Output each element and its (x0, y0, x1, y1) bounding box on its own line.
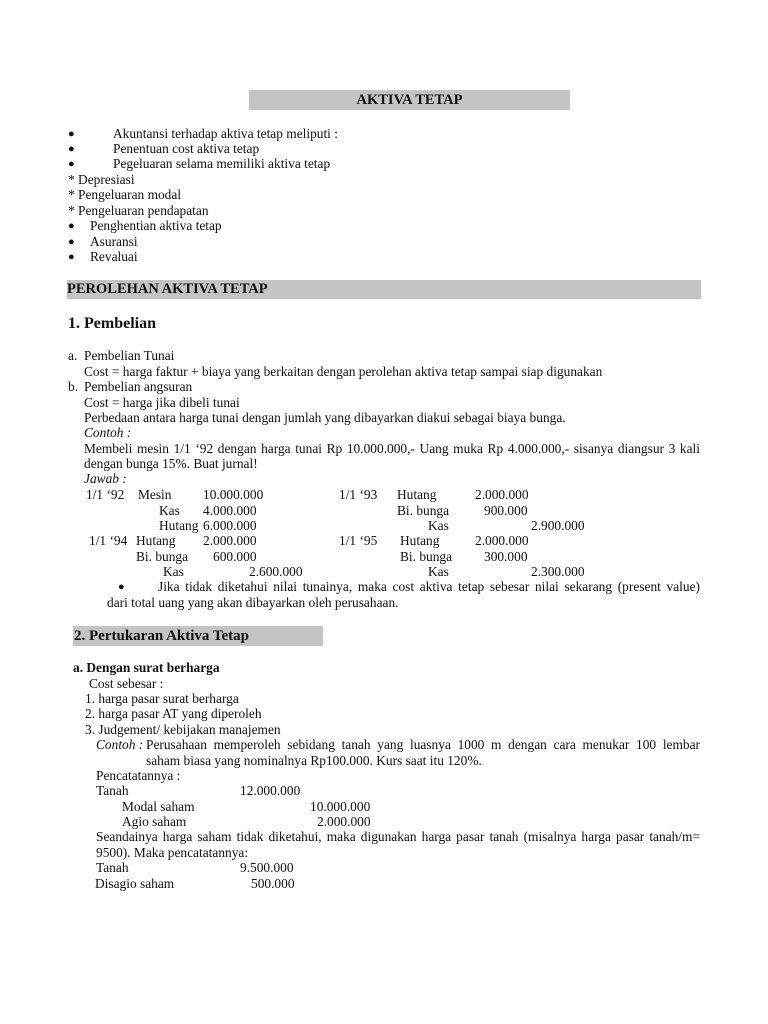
journal-amount: 2.300.000 (531, 564, 585, 579)
journal-amount: 2.000.000 (317, 814, 371, 829)
journal-date: 1/1 ‘93 (339, 487, 378, 502)
paragraph: Cost = harga jika dibeli tunai (84, 395, 240, 410)
list-item: * Pengeluaran modal (68, 187, 182, 202)
journal-account: Hutang (159, 518, 199, 533)
bullet-icon: ● (68, 251, 75, 263)
journal-account: Modal saham (122, 799, 195, 814)
journal-amount: 600.000 (213, 549, 257, 564)
list-marker: a. (68, 348, 78, 363)
journal-amount: 2.000.000 (203, 533, 257, 548)
answer-label: Jawab : (84, 471, 127, 486)
list-marker: b. (68, 379, 79, 394)
journal-account: Bi. bunga (136, 549, 189, 564)
bullet-icon: ● (68, 128, 75, 140)
example-label: Contoh : (96, 737, 144, 752)
journal-account: Mesin (138, 487, 172, 502)
list-item: 3. Judgement/ kebijakan manajemen (85, 722, 281, 737)
document-title: AKTIVA TETAP (249, 90, 570, 110)
list-item: Pembelian Tunai (84, 348, 175, 363)
list-item: Pembelian angsuran (84, 379, 193, 394)
paragraph: Perbedaan antara harga tunai dengan jumlah yang dibayarkan diakui sebagai biaya bunga. (84, 410, 566, 425)
journal-amount: 2.000.000 (475, 487, 529, 502)
paragraph: Pencatatannya : (96, 768, 181, 783)
journal-amount: 900.000 (484, 503, 528, 518)
journal-amount: 2.000.000 (475, 533, 529, 548)
paragraph: Cost sebesar : (89, 676, 164, 691)
bullet-icon: ● (118, 581, 125, 593)
journal-date: 1/1 ‘94 (89, 533, 128, 548)
journal-amount: 6.000.000 (203, 518, 257, 533)
journal-amount: 9.500.000 (240, 860, 294, 875)
journal-account: Kas (159, 503, 180, 518)
journal-amount: 10.000.000 (310, 799, 371, 814)
journal-account: Tanah (96, 860, 129, 875)
journal-amount: 500.000 (251, 876, 295, 891)
list-item: Akuntansi terhadap aktiva tetap meliputi : (113, 126, 338, 141)
journal-account: Kas (428, 518, 449, 533)
journal-account: Hutang (136, 533, 176, 548)
section-heading: 2. Pertukaran Aktiva Tetap (73, 626, 323, 646)
list-item: Asuransi (90, 234, 138, 249)
journal-amount: 4.000.000 (203, 503, 257, 518)
journal-amount: 10.000.000 (203, 487, 264, 502)
subsection-heading: 1. Pembelian (68, 315, 156, 332)
journal-account: Hutang (400, 533, 440, 548)
journal-amount: 12.000.000 (240, 783, 301, 798)
list-item: Penentuan cost aktiva tetap (113, 141, 260, 156)
journal-amount: 2.600.000 (249, 564, 303, 579)
journal-amount: 2.900.000 (531, 518, 585, 533)
journal-account: Tanah (96, 783, 129, 798)
bullet-icon: ● (68, 220, 75, 232)
journal-account: Disagio saham (95, 876, 175, 891)
paragraph: Seandainya harga saham tidak diketahui, maka digunakan harga pasar tanah (misalnya harga pasar tanah/m= (96, 829, 700, 844)
journal-account: Agio saham (122, 814, 187, 829)
paragraph: 9500). Maka pencatatannya: (96, 845, 249, 860)
paragraph: saham biasa yang nominalnya Rp100.000. Kurs saat itu 120%. (146, 753, 482, 768)
list-item: Penghentian aktiva tetap (90, 218, 222, 233)
journal-amount: 300.000 (484, 549, 528, 564)
paragraph: Cost = harga faktur + biaya yang berkaitan dengan perolehan aktiva tetap sampai siap digunakan (84, 364, 603, 379)
journal-account: Kas (428, 564, 449, 579)
journal-date: 1/1 ‘95 (339, 533, 378, 548)
section-heading: PEROLEHAN AKTIVA TETAP (67, 280, 701, 299)
paragraph: Jika tidak diketahui nilai tunainya, maka cost aktiva tetap sebesar nilai sekarang (present value) (158, 579, 700, 594)
bullet-icon: ● (68, 143, 75, 155)
paragraph: dengan bunga 15%. Buat jurnal! (84, 456, 258, 471)
list-item: * Pengeluaran pendapatan (68, 203, 209, 218)
subsection-heading: a. Dengan surat berharga (73, 660, 220, 675)
journal-account: Kas (163, 564, 184, 579)
journal-date: 1/1 ‘92 (86, 487, 125, 502)
journal-account: Bi. bunga (397, 503, 450, 518)
paragraph: dari total uang yang akan dibayarkan oleh perusahaan. (107, 595, 399, 610)
journal-account: Hutang (397, 487, 437, 502)
paragraph: Perusahaan memperoleh sebidang tanah yang luasnya 1000 m dengan cara menukar 100 lembar (146, 737, 700, 752)
journal-account: Bi. bunga (400, 549, 453, 564)
list-item: 1. harga pasar surat berharga (85, 691, 239, 706)
example-label: Contoh : (84, 425, 132, 440)
paragraph: Membeli mesin 1/1 ‘92 dengan harga tunai Rp 10.000.000,- Uang muka Rp 4.000.000,- sisanya diangsur 3 kali (84, 441, 700, 456)
bullet-icon: ● (68, 158, 75, 170)
list-item: Pegeluaran selama memiliki aktiva tetap (113, 156, 331, 171)
list-item: Revaluai (90, 249, 138, 264)
list-item: * Depresiasi (68, 172, 135, 187)
bullet-icon: ● (68, 236, 75, 248)
list-item: 2. harga pasar AT yang diperoleh (85, 706, 262, 721)
